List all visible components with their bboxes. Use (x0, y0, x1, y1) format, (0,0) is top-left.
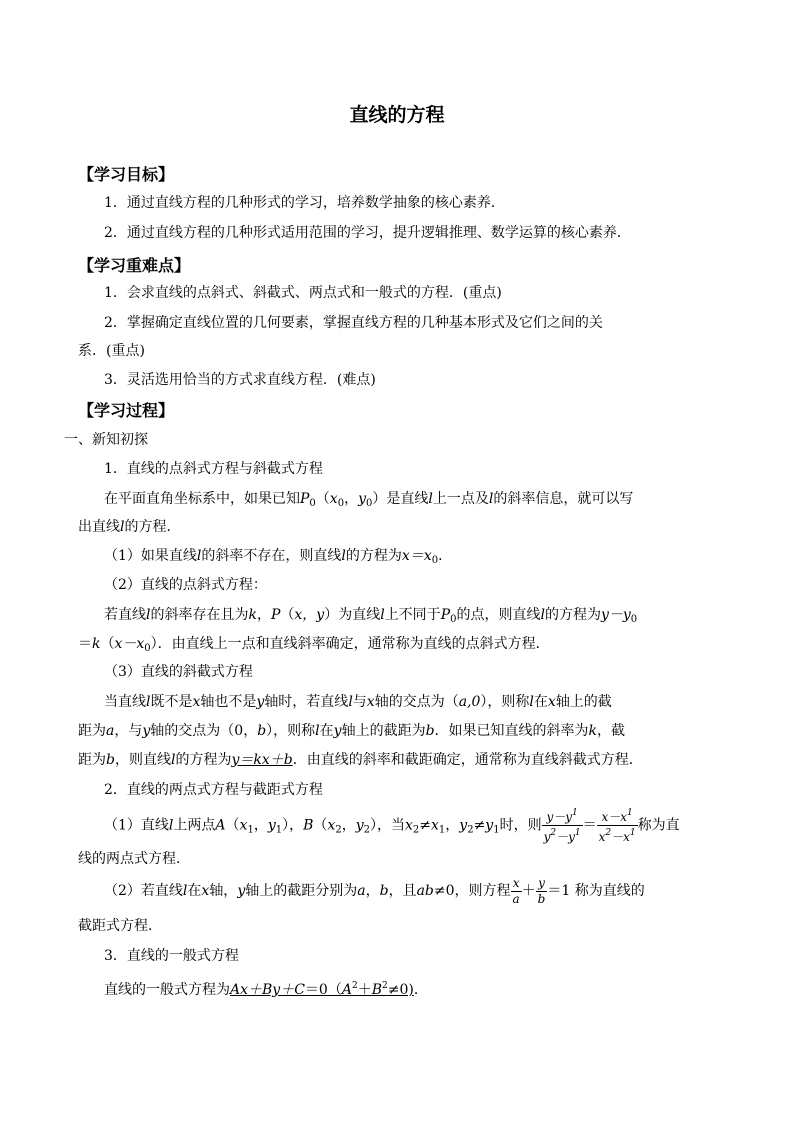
subsection-2-title: 2．直线的两点式方程与截距式方程 (104, 782, 323, 798)
case-2-title: （2）直线的点斜式方程： (104, 577, 267, 593)
goal-item-1: 1．通过直线方程的几种形式的学习，培养数学抽象的核心素养． (104, 195, 505, 211)
intercept-line-b: 截距式方程． (78, 918, 162, 934)
goal-item-2: 2．通过直线方程的几种形式适用范围的学习，提升逻辑推理、数学运算的核心素养． (104, 225, 631, 241)
general-form-line: 直线的一般式方程为$Ax+By+C=0(A^2+B^2\ne 0)$． (104, 981, 428, 998)
case-1-text: （1）如果直线l的斜率不存在，则直线l的方程为$x=x_0$． (104, 548, 453, 566)
case-3-line-b: 距为a，与y轴的交点为（0，b），则称l在y轴上的截距为b．如果已知直线的斜率为k，截 (78, 723, 626, 739)
section-heading-key-points: 【学习重难点】 (78, 256, 191, 275)
intercept-fraction-x: $\frac{x}{a}$ (512, 875, 520, 906)
subsection-1-title: 1．直线的点斜式方程与斜截式方程 (104, 461, 323, 477)
part-1-title: 一、新知初探 (64, 432, 148, 448)
paragraph-1b: 出直线l的方程． (78, 519, 181, 535)
case-3-line-c: 距为b，则直线l的方程为y＝kx＋b．由直线的斜率和截距确定，通常称为直线斜截式方程． (78, 752, 643, 768)
case-3-title: （3）直线的斜截式方程 (104, 664, 253, 680)
paragraph-1a: 在平面直角坐标系中，如果已知$P_0(x_0$，$y_0$）是直线l上一点及l的斜率信息，就可以写 (104, 491, 634, 509)
page-title: 直线的方程 (349, 104, 445, 126)
key-point-2a: 2．掌握确定直线位置的几何要素，掌握直线方程的几种基本形式及它们之间的关 (104, 315, 603, 331)
intercept-fraction-y: $\frac{y}{b}$ (537, 875, 546, 906)
section-heading-process: 【学习过程】 (78, 401, 175, 420)
general-form-formula: $Ax+By+C=0(A^2+B^2\ne 0)$ (230, 981, 414, 998)
two-point-line-a: （1）直线l上两点$A(x_1$，$y_1$），$B(x_2$，$y_2$），当$x_2\ne x_1$，$y_2\ne y_1$时，则 $\frac{y-y^1}{y^2-y^1}$ ＝ $\frac{x-x^1}{x^2-x^1}$ 称为直 (104, 808, 680, 844)
intercept-line-a: （2）若直线l在x轴，y轴上的截距分别为a，b，且ab≠0，则方程 $\frac{x}{a}$ ＋ $\frac{y}{b}$ ＝1 称为直线的 (104, 875, 645, 906)
two-point-fraction-x: $\frac{x-x^1}{x^2-x^1}$ (598, 808, 636, 844)
two-point-line-b: 线的两点式方程． (78, 851, 190, 867)
key-point-3: 3．灵活选用恰当的方式求直线方程．(难点) (104, 372, 376, 388)
case-3-line-a: 当直线l既不是x轴也不是y轴时，若直线l与x轴的交点为（a,0），则称l在x轴上的截 (104, 694, 612, 710)
key-point-1: 1．会求直线的点斜式、斜截式、两点式和一般式的方程．(重点) (104, 285, 502, 301)
case-2-line-b: $=k(x-x_0)$．由直线上一点和直线斜率确定，通常称为直线的点斜式方程． (78, 636, 550, 654)
case-2-line-a: 若直线l的斜率存在且为k，P（x，y）为直线l上不同于$P_0$的点，则直线l的方程为$y-y_0$ (104, 607, 638, 625)
section-heading-goals: 【学习目标】 (78, 165, 175, 184)
subsection-3-title: 3．直线的一般式方程 (104, 948, 239, 964)
key-point-2b: 系．(重点) (78, 343, 145, 359)
slope-intercept-formula: y＝kx＋b (231, 752, 293, 768)
two-point-fraction-y: $\frac{y-y^1}{y^2-y^1}$ (543, 808, 581, 844)
